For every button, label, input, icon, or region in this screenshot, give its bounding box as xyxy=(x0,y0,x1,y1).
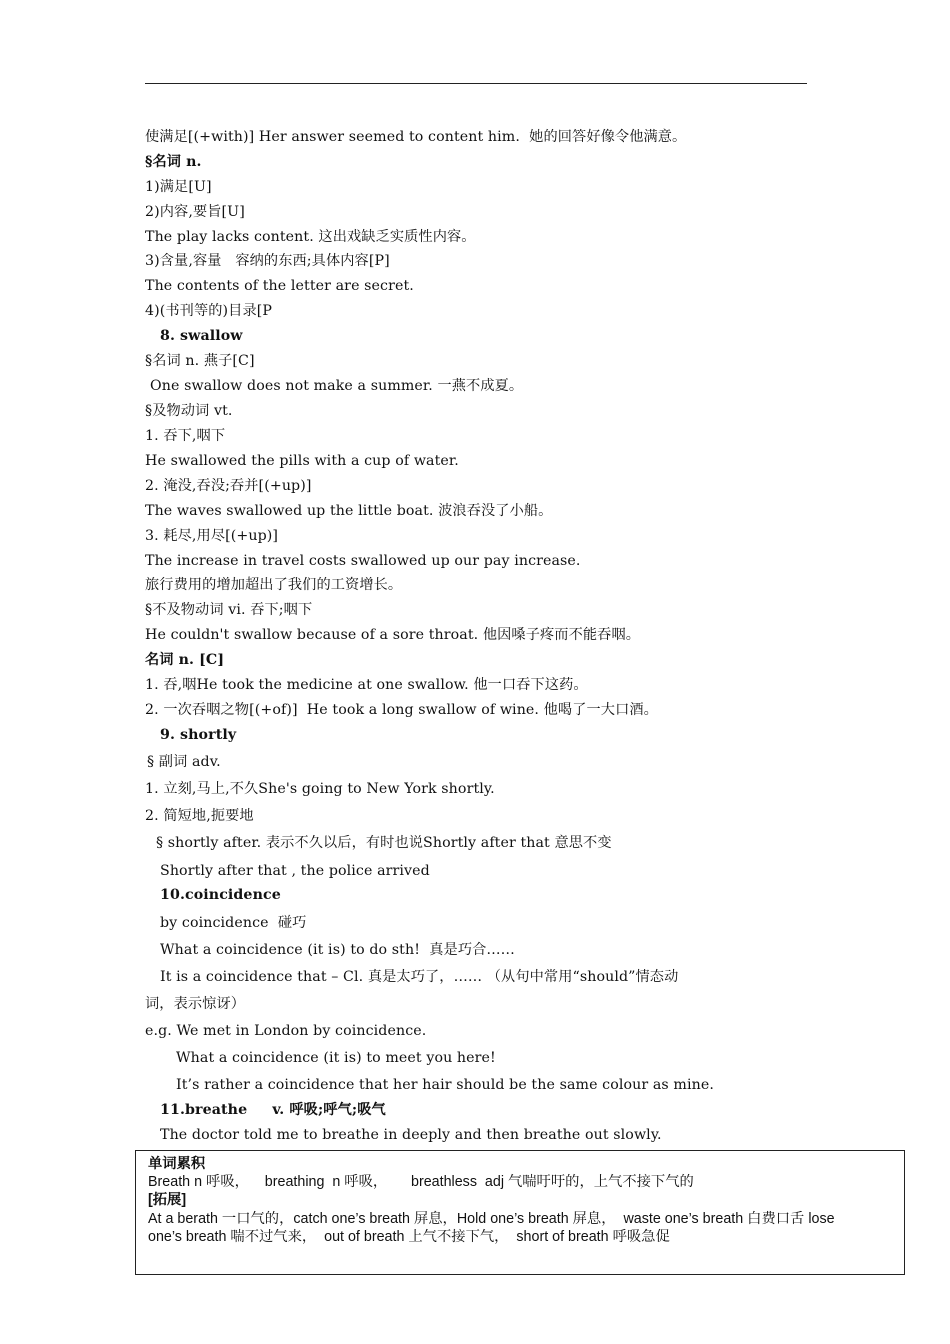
word-heading: 10.coincidence xyxy=(160,887,281,903)
box-line: one’s breath 喘不过气来， out of breath 上气不接下气， short of breath 呼吸急促 xyxy=(148,1229,670,1245)
text-line: 1. 立刻,马上,不久She's going to New York shortly. xyxy=(145,781,495,797)
word-heading: 8. swallow xyxy=(160,328,243,344)
vocabulary-box xyxy=(135,1150,905,1275)
text-line: The doctor told me to breathe in deeply and then breathe out slowly. xyxy=(160,1127,662,1143)
text-line: §及物动词 vt. xyxy=(145,403,233,419)
word-heading: 11.breathe v. 呼吸;呼气;吸气 xyxy=(160,1102,386,1118)
box-line: At a berath 一口气的，catch one’s breath 屏息，Hold one’s breath 屏息， waste one’s breath 白费口舌 lose xyxy=(148,1211,835,1227)
text-line: Shortly after that , the police arrived xyxy=(160,863,430,879)
text-line: 3)含量,容量 容纳的东西;具体内容[P] xyxy=(145,253,390,269)
box-heading: 单词累积 xyxy=(148,1156,206,1172)
text-line: 1. 吞,咽He took the medicine at one swallow. 他一口吞下这药。 xyxy=(145,677,588,693)
text-line: He swallowed the pills with a cup of water. xyxy=(145,453,459,469)
text-line: by coincidence 碰巧 xyxy=(160,915,307,931)
section-heading: §名词 n. xyxy=(145,154,202,170)
text-line: The increase in travel costs swallowed up our pay increase. xyxy=(145,553,581,569)
text-line: 2. 淹没,吞没;吞并[(+up)] xyxy=(145,478,312,494)
text-line: e.g. We met in London by coincidence. xyxy=(145,1023,427,1039)
text-line: What a coincidence (it is) to meet you here! xyxy=(176,1050,496,1066)
text-line: It is a coincidence that – Cl. 真是太巧了，…… （从句中常用“should”情态动 xyxy=(160,969,679,985)
text-line: The play lacks content. 这出戏缺乏实质性内容。 xyxy=(145,229,476,245)
text-line: 4)(书刊等的)目录[P xyxy=(145,303,273,319)
text-line: 3. 耗尽,用尽[(+up)] xyxy=(145,528,279,544)
text-line: The contents of the letter are secret. xyxy=(145,278,414,294)
text-line: 词，表示惊讶） xyxy=(145,996,246,1012)
text-line: 旅行费用的增加超出了我们的工资增长。 xyxy=(145,577,403,593)
text-line: The waves swallowed up the little boat. 波浪吞没了小船。 xyxy=(145,503,553,519)
text-line: 2. 一次吞咽之物[(+of)] He took a long swallow of wine. 他喝了一大口酒。 xyxy=(145,702,658,718)
text-line: 2)内容,要旨[U] xyxy=(145,204,245,220)
text-line: What a coincidence (it is) to do sth! 真是巧合…… xyxy=(160,942,515,958)
header-rule xyxy=(145,83,807,84)
text-line: § 副词 adv. xyxy=(147,754,221,770)
text-line: It’s rather a coincidence that her hair should be the same colour as mine. xyxy=(176,1077,714,1093)
text-line: §不及物动词 vi. 吞下;咽下 xyxy=(145,602,313,618)
text-line: 使满足[(+with)] Her answer seemed to content him. 她的回答好像令他满意。 xyxy=(145,129,687,145)
box-line: Breath n 呼吸， breathing n 呼吸， breathless adj 气喘吁吁的，上气不接下气的 xyxy=(148,1174,694,1190)
word-heading: 9. shortly xyxy=(160,727,237,743)
text-line: He couldn't swallow because of a sore throat. 他因嗓子疼而不能吞咽。 xyxy=(145,627,641,643)
text-line: One swallow does not make a summer. 一燕不成夏。 xyxy=(150,378,524,394)
text-line: 2. 简短地,扼要地 xyxy=(145,808,254,824)
text-line: § shortly after. 表示不久以后，有时也说Shortly after that 意思不变 xyxy=(156,835,612,851)
text-line: 1)满足[U] xyxy=(145,179,212,195)
text-line: §名词 n. 燕子[C] xyxy=(145,353,255,369)
section-heading: 名词 n. [C] xyxy=(145,652,225,668)
text-line: 1. 吞下,咽下 xyxy=(145,428,226,444)
box-heading: [拓展] xyxy=(148,1192,187,1208)
